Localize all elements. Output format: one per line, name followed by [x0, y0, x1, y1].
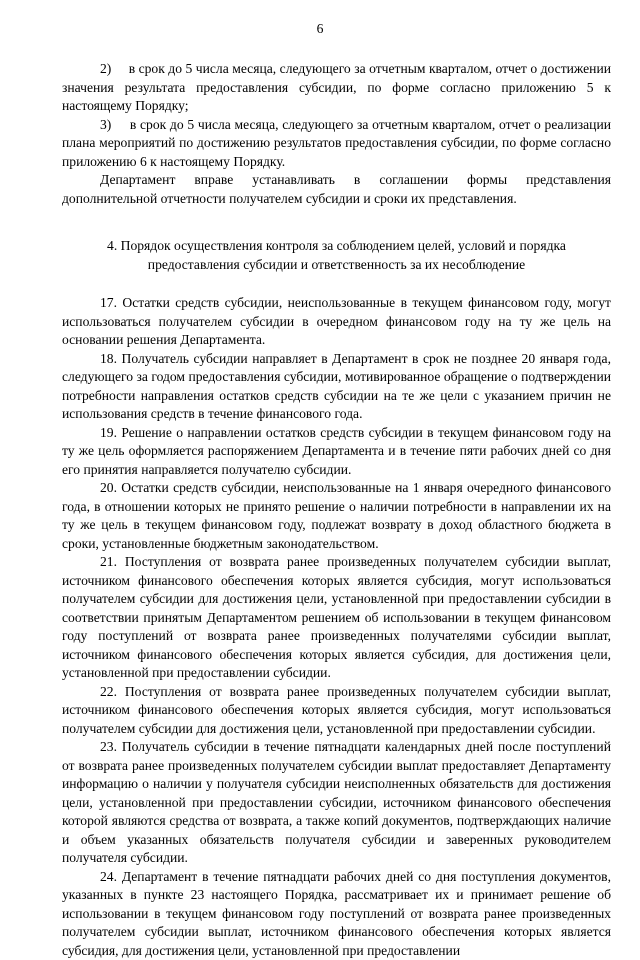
paragraph: 23. Получатель субсидии в течение пятнадцати календарных дней после поступлений от возврата ранее произведенных получателем субсидии выплат предоставляет Департаменту информацию о наличии у получателя субсидии неисполненных обязательств для достижения цели, установленной при предоставлении субсидии, источником финансового обеспечения которой являются средства от возврата, а также копий документов, подтверждающих наличие и объем указанных обязательств получателя субсидии и заверенных руководителем получателя субсидии. [62, 738, 611, 868]
paragraph: Департамент вправе устанавливать в соглашении формы представления дополнительной отчетности получателем субсидии и сроки их представления. [62, 171, 611, 208]
paragraph: 24. Департамент в течение пятнадцати рабочих дней со дня поступления документов, указанных в пункте 23 настоящего Порядка, рассматривает их и принимает решение об использовании в текущем финансовом году поступлений от возврата ранее произведенных получателем субсидии выплат, источником финансового обеспечения которых является субсидия, для достижения цели, установленной при предоставлении [62, 868, 611, 960]
paragraph: 22. Поступления от возврата ранее произведенных получателем субсидии выплат, источником финансового обеспечения которых является субсидия, могут использоваться получателем субсидии для достижения цели, установленной при предоставлении субсидии. [62, 683, 611, 739]
paragraph: 2) в срок до 5 числа месяца, следующего за отчетным кварталом, отчет о достижении значения результата предоставления субсидии, по форме согласно приложению 5 к настоящему Порядку; [62, 60, 611, 116]
section-heading: 4. Порядок осуществления контроля за соблюдением целей, условий и порядка предоставления субсидии и ответственность за их несоблюдение [62, 237, 611, 274]
paragraph: 19. Решение о направлении остатков средств субсидии в текущем финансовом году на ту же цель оформляется распоряжением Департамента и в течение пяти рабочих дней со дня его принятия направляется получателю субсидии. [62, 424, 611, 480]
paragraph: 21. Поступления от возврата ранее произведенных получателем субсидии выплат, источником финансового обеспечения которых является субсидия, могут использоваться получателем субсидии для достижения цели, установленной при предоставлении субсидии в соответствии принятым Департаментом решением об использовании в текущем финансовом году поступлений от возврата ранее произведенных получателями субсидии выплат, источником финансового обеспечения которых является субсидия, для достижения цели, установленной при предоставлении субсидии. [62, 553, 611, 683]
document-body [62, 60, 611, 960]
paragraph: 18. Получатель субсидии направляет в Департамент в срок не позднее 20 января года, следующего за годом предоставления субсидии, мотивированное обращение о подтверждении потребности направления остатков средств субсидии на те же цели с указанием причин не использования средств в течение финансового года. [62, 350, 611, 424]
paragraph: 20. Остатки средств субсидии, неиспользованные на 1 января очередного финансового года, в отношении которых не принято решение о наличии потребности в направлении их на ту же цель в текущем финансовом году, подлежат возврату в доход областного бюджета в сроки, установленные бюджетным законодательством. [62, 479, 611, 553]
spacer [62, 274, 611, 294]
spacer [62, 208, 611, 237]
paragraph: 17. Остатки средств субсидии, неиспользованные в текущем финансовом году, могут использоваться получателем субсидии в очередном финансовом году на ту же цель на основании решения Департамента. [62, 294, 611, 350]
paragraph: 3) в срок до 5 числа месяца, следующего за отчетным кварталом, отчет о реализации плана мероприятий по достижению результатов предоставления субсидии, по форме согласно приложению 6 к настоящему Порядку. [62, 116, 611, 172]
page-number: 6 [0, 20, 640, 39]
